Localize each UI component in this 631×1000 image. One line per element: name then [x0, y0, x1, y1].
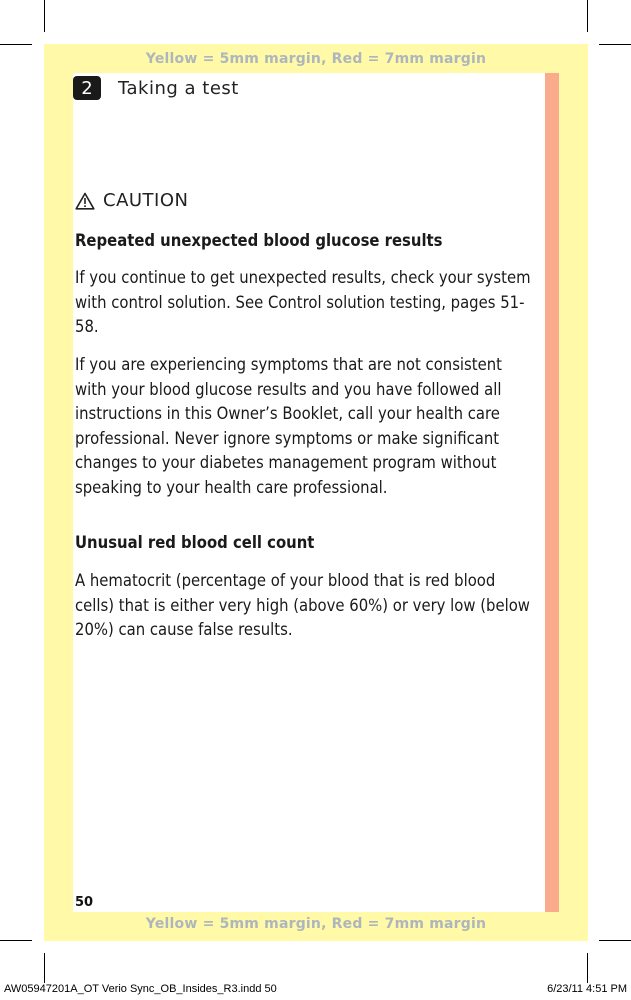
paragraph: If you continue to get unexpected results, check your system with control solution. See Control solution testing, pages 51-58.: [75, 268, 531, 336]
crop-mark: [587, 0, 588, 32]
paragraph: If you are experiencing symptoms that are not consistent with your blood glucose results and you have followed all instructions in this Owner’s Booklet, call your health care professional. Never ignore symptoms or make significant changes to your diabetes management program without speaking to your health care professional.: [75, 355, 502, 497]
page-number: 50: [75, 895, 94, 910]
footer-slug: [0, 983, 631, 999]
caution-heading: [75, 190, 189, 211]
footer-date-time: 6/23/11 4:51 PM: [547, 983, 627, 995]
margin-label-top: Yellow = 5mm margin, Red = 7mm margin: [145, 51, 487, 67]
crop-mark: [44, 0, 45, 32]
crop-mark: [44, 953, 45, 983]
section-heading: Repeated unexpected blood glucose results: [75, 231, 443, 250]
caution-label: CAUTION: [103, 190, 189, 211]
crop-mark: [587, 953, 588, 983]
crop-mark: [599, 940, 631, 941]
chapter-title: Taking a test: [118, 77, 239, 99]
crop-mark: [0, 44, 32, 45]
margin-label-bottom: Yellow = 5mm margin, Red = 7mm margin: [145, 916, 487, 932]
red-margin-strip: [545, 73, 559, 912]
chapter-number-badge: 2: [73, 76, 101, 100]
warning-triangle-icon: [75, 192, 95, 210]
crop-mark: [599, 44, 631, 45]
section-heading: Unusual red blood cell count: [75, 533, 315, 552]
chapter-header: [73, 76, 239, 100]
paragraph: A hematocrit (percentage of your blood that is red blood cells) that is either very high (above 60%) or very low (below 20%) can cause false results.: [75, 571, 530, 639]
footer-file-info: AW05947201A_OT Verio Sync_OB_Insides_R3.indd 50: [4, 983, 277, 995]
crop-mark: [0, 940, 32, 941]
